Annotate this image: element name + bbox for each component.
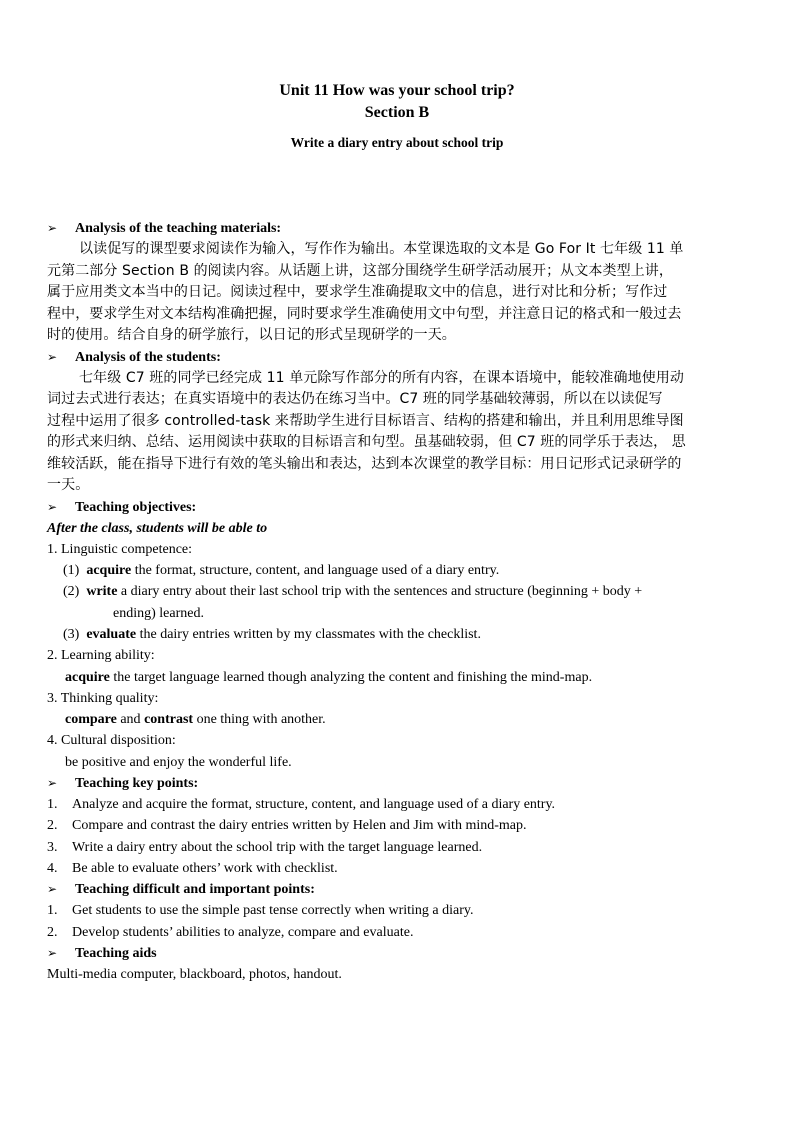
item-text: one thing with another. [193, 712, 326, 728]
paragraph-line: 以读促写的课型要求阅读作为输入，写作作为输出。本堂课选取的文本是 Go For It 七年级 11 单 [79, 241, 684, 257]
list-item [47, 858, 755, 879]
item-text: Get students to use the simple past tense correctly when writing a diary. [72, 903, 474, 919]
bullet-arrow-icon: ➢ [47, 776, 58, 791]
heading-text: Analysis of the students: [75, 349, 221, 365]
item-number: 4. [47, 860, 58, 876]
item-number: (1) [63, 563, 80, 579]
objective-1-title: 1. Linguistic competence: [47, 541, 193, 557]
paragraph-line: 程中，要求学生对文本结构准确把握，同时要求学生准确使用文中句型，并注意日记的格式和一般过去 [47, 305, 682, 322]
bullet-arrow-icon: ➢ [47, 882, 58, 897]
bullet-arrow-icon: ➢ [47, 221, 58, 235]
heading-text: Teaching key points: [75, 776, 199, 792]
keyword: write [86, 584, 118, 600]
difficult-points-heading [47, 879, 755, 900]
item-text: Develop students’ abilities to analyze, compare and evaluate. [72, 924, 414, 940]
keyword: acquire [86, 563, 132, 579]
item-text: and [116, 712, 145, 728]
document-body [47, 218, 755, 985]
heading-text: Teaching aids [75, 945, 157, 961]
document-subtitle: Write a diary entry about school trip [290, 135, 504, 150]
materials-heading [47, 218, 755, 239]
paragraph-line: 词过去式进行表达；在真实语境中的表达仍在练习当中。C7 班的同学基础较薄弱，所以在以读促写 [47, 391, 663, 407]
materials-paragraph [47, 239, 755, 347]
bullet-arrow-icon: ➢ [47, 349, 58, 364]
item-number: 3. [47, 839, 58, 855]
item-number: 1. [47, 903, 58, 919]
item-number: 2. [47, 818, 58, 834]
students-heading [47, 347, 755, 368]
objectives-intro: After the class, students will be able to [47, 520, 268, 536]
item-text: a diary entry about their last school trip with the sentences and structure (beginning + body + [117, 584, 643, 600]
objective-4-text: be positive and enjoy the wonderful life. [65, 754, 292, 770]
keyword: contrast [144, 712, 194, 728]
heading-text: Teaching objectives: [75, 499, 197, 515]
heading-text: Teaching difficult and important points: [75, 882, 315, 898]
objective-3-title: 3. Thinking quality: [47, 690, 159, 706]
key-points-heading [47, 773, 755, 794]
list-item [47, 794, 755, 815]
paragraph-line: 属于应用类文本当中的日记。阅读过程中，要求学生准确提取文中的信息，进行对比和分析；写作过 [47, 284, 668, 300]
item-number: (3) [63, 626, 80, 642]
objective-1c [47, 624, 755, 645]
paragraph-line: 七年级 C7 班的同学已经完成 11 单元除写作部分的所有内容，在课本语境中，能较准确地使用动 [79, 369, 684, 386]
item-text: Compare and contrast the dairy entries written by Helen and Jim with mind-map. [72, 818, 527, 834]
item-text: Be able to evaluate others’ work with checklist. [72, 860, 338, 876]
students-paragraph [47, 368, 755, 497]
list-item [47, 815, 755, 836]
objective-1b-continued: ending) learned. [113, 605, 204, 621]
objective-1a [47, 560, 755, 581]
paragraph-line: 元第二部分 Section B 的阅读内容。从话题上讲，这部分围绕学生研学活动展开；从文本类型上讲， [47, 262, 673, 279]
paragraph-line: 维较活跃，能在指导下进行有效的笔头输出和表达，达到本次课堂的教学目标：用日记形式记录研学的 [47, 455, 682, 472]
item-text: the dairy entries written by my classmates with the checklist. [136, 626, 481, 642]
aids-text: Multi-media computer, blackboard, photos, handout. [47, 966, 342, 982]
objective-2-text [47, 667, 755, 688]
paragraph-line: 时的使用。结合自身的研学旅行，以日记的形式呈现研学的一天。 [47, 327, 456, 343]
item-text: Analyze and acquire the format, structure, content, and language used of a diary entry. [72, 797, 556, 813]
heading-text: Analysis of the teaching materials: [75, 221, 282, 236]
objective-3-text [47, 709, 755, 730]
objective-4-title: 4. Cultural disposition: [47, 733, 176, 749]
objective-1b [47, 581, 755, 602]
item-number: (2) [63, 584, 80, 600]
bullet-arrow-icon: ➢ [47, 499, 58, 514]
aids-heading [47, 943, 755, 964]
list-item [47, 900, 755, 921]
list-item [47, 922, 755, 943]
keyword: acquire [65, 669, 110, 685]
document-title: Unit 11 How was your school trip? [279, 82, 515, 99]
keyword: evaluate [86, 626, 137, 642]
item-text: the format, structure, content, and language used of a diary entry. [131, 563, 500, 579]
keyword: compare [65, 712, 117, 728]
objectives-heading [47, 497, 755, 518]
item-number: 1. [47, 797, 58, 813]
list-item [47, 837, 755, 858]
bullet-arrow-icon: ➢ [47, 945, 58, 960]
item-number: 2. [47, 924, 58, 940]
section-title: Section B [364, 104, 430, 121]
item-text: Write a dairy entry about the school trip with the target language learned. [72, 839, 483, 855]
item-text: the target language learned though analyzing the content and finishing the mind-map. [109, 669, 593, 685]
paragraph-line: 的形式来归纳、总结、运用阅读中获取的目标语言和句型。虽基础较弱，但 C7 班的同学乐于表达， 思 [47, 434, 686, 450]
objective-2-title: 2. Learning ability: [47, 648, 155, 664]
paragraph-line: 一天。 [47, 477, 90, 493]
paragraph-line: 过程中运用了很多 controlled-task 来帮助学生进行目标语言、结构的搭建和输出，并且利用思维导图 [47, 412, 684, 429]
